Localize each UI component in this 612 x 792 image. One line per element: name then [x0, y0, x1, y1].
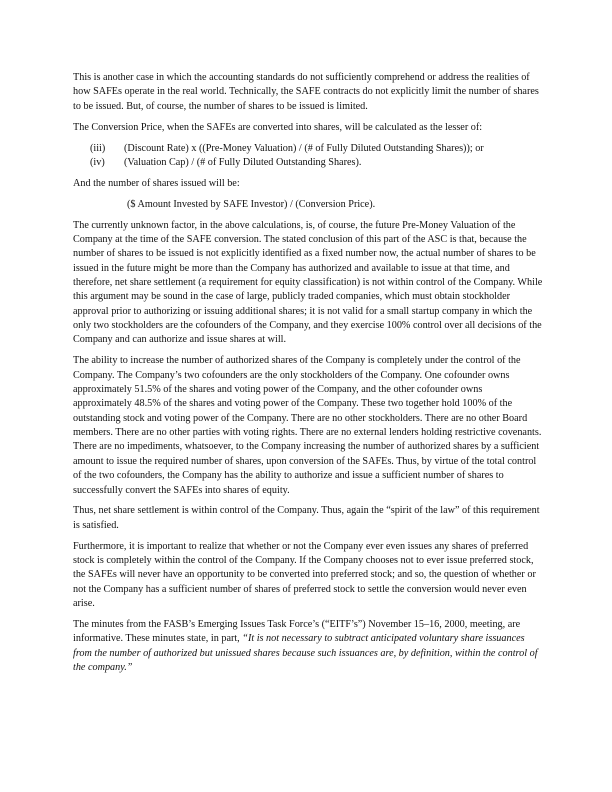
list-item	[73, 156, 543, 170]
list-item-text: (Discount Rate) x ((Pre-Money Valuation) / (# of Fully Diluted Outstanding Shares)); or	[124, 142, 484, 154]
paragraph-shares-issued: And the number of shares issued will be:	[73, 177, 240, 189]
paragraph-authorized-shares: The ability to increase the number of authorized shares of the Company is completely under the control of the Company. The Company’s two cofounders are the only stockholders of the Company. One cofounder owns approximately 51.5% of the shares and voting power of the Company, and the other cofounder owns approximately 48.5% of the shares and voting power of the Company. These two together hold 100% of the outstanding stock and voting power of the Company. There are no other stockholders. There are no other Board members. There are no other parties with voting rights. There are no external lenders holding restrictive covenants. There are no impediments, whatsoever, to the Company increasing the number of authorized shares by a sufficient amount to issue the required number of shares, upon conversion of the SAFEs. Thus, by virtue of the total control of the two cofounders, the Company has the ability to authorize and issue a sufficient number of shares to successfully convert the SAFEs into shares of equity.	[73, 355, 542, 496]
list-item-number: (iii)	[90, 142, 106, 154]
paragraph-safe-standards: This is another case in which the accounting standards do not sufficiently comprehend or address the realities of how SAFEs operate in the real world. Technically, the SAFE contracts do not explicitly limit the number of shares to be issued. But, of course, the number of shares to be issued is limited.	[73, 72, 539, 112]
paragraph-conversion-price: The Conversion Price, when the SAFEs are converted into shares, will be calculated as the lesser of:	[73, 121, 483, 133]
paragraph-unknown-factor: The currently unknown factor, in the above calculations, is, of course, the future Pre-Money Valuation of the Company at the time of the SAFE conversion. The stated conclusion of this part of the ASC is that, because the number of shares to be issued is not explicitly identified as a fixed number now, the actual number of shares to be issued in the future might be more than the Company has authorized and available to issue at that time, and therefore, net share settlement (a requirement for equity classification) is not within control of the Company. While this argument may be sound in the case of large, publicly traded companies, which must obtain stockholder approval prior to authorizing or issuing additional shares; it is not valid for a small startup company in which the only two stockholders are the cofounders of the Company, and they exercise 100% control over all decisions of the Company and can authorize and issue shares at will.	[73, 219, 543, 346]
list-item	[73, 142, 543, 156]
eitf-quote: “It is not necessary to subtract anticipated voluntary share issuances from the number of authorized but unissued shares because such issuances are, by definition, within the control of the company.”	[73, 633, 538, 674]
eitf-lead-text: The minutes from the FASB’s Emerging Issues Task Force’s (“EITF’s”) November 15–16, 2000, meeting, are informative. These minutes state, in part,	[73, 619, 521, 645]
conversion-price-list	[73, 142, 543, 171]
list-item-text: (Valuation Cap) / (# of Fully Diluted Outstanding Shares).	[124, 156, 362, 168]
paragraph-preferred-stock: Furthermore, it is important to realize that whether or not the Company ever even issues any shares of preferred stock is completely within the control of the Company. If the Company chooses not to ever issue preferred stock, the SAFEs will never have an opportunity to be converted into preferred stock; and so, the question of whether or not the Company has a sufficient number of shares of preferred stock to settle the conversion would never even arise.	[73, 540, 536, 610]
document-page	[73, 71, 543, 682]
paragraph-eitf-minutes	[73, 618, 543, 675]
shares-formula: ($ Amount Invested by SAFE Investor) / (Conversion Price).	[127, 198, 376, 210]
paragraph-net-share-settlement: Thus, net share settlement is within control of the Company. Thus, again the “spirit of the law” of this requirement is satisfied.	[73, 505, 540, 531]
list-item-number: (iv)	[90, 156, 105, 168]
